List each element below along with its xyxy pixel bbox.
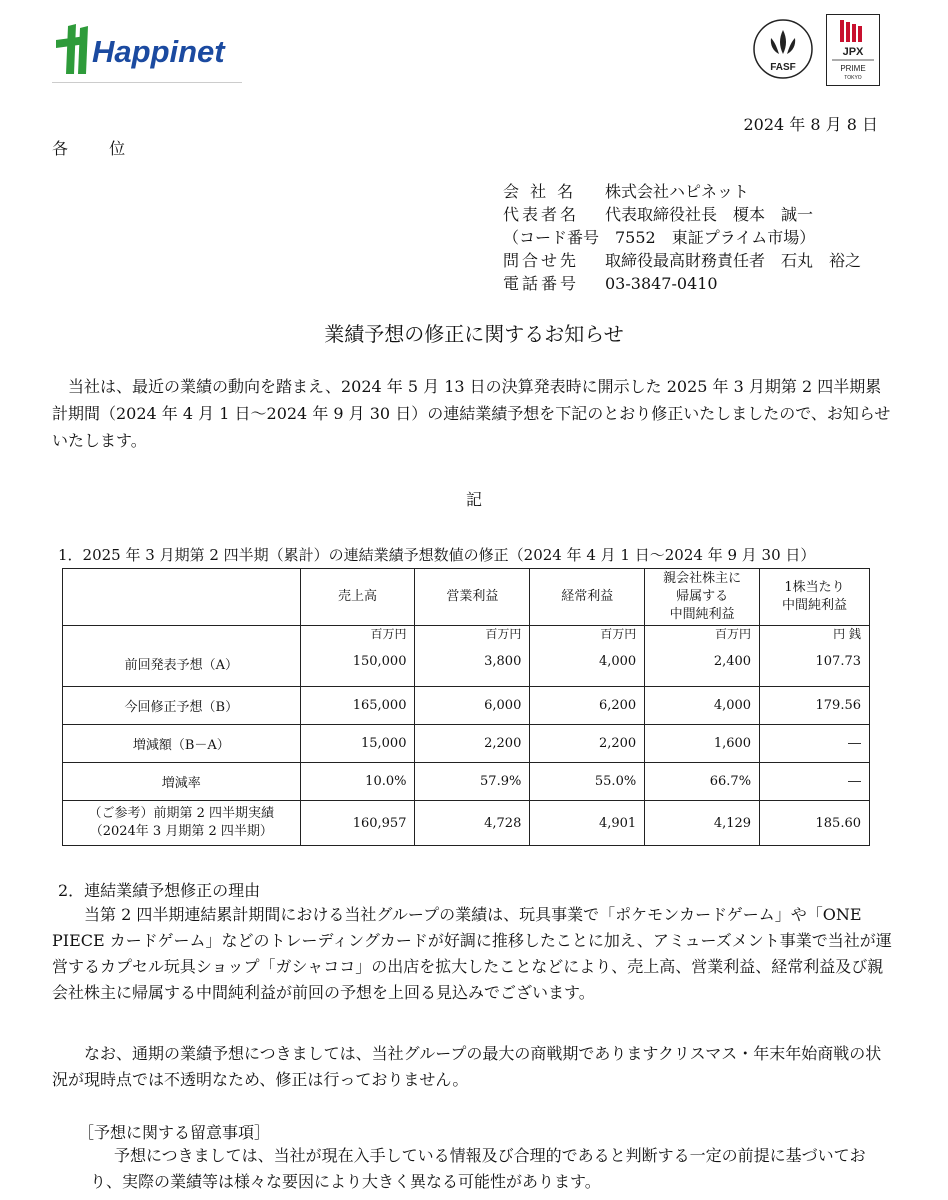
table-header: 営業利益 xyxy=(415,569,530,626)
table-cell: 66.7% xyxy=(645,763,760,801)
company-row xyxy=(503,272,861,295)
fasf-mark xyxy=(752,18,814,80)
table-cell: 円 銭 107.73 xyxy=(760,626,870,687)
row-label: 前回発表予想（A） xyxy=(63,626,301,687)
table-cell: 4,000 xyxy=(645,687,760,725)
document-title: 業績予想の修正に関するお知らせ xyxy=(324,322,624,346)
reason-paragraph-1: 当第 2 四半期連結累計期間における当社グループの業績は、玩具事業で「ポケモンカードゲーム」や「ONE PIECE カードゲーム」などのトレーディングカードが好調に推移したことに加え、アミューズメント事業で当社が運営するカプセル玩具ショップ「ガシャココ」の出店を拡大したことなどにより、売上高、営業利益、経常利益及び親会社株主に帰属する中間純利益が前回の予想を上回る見込みでございます。 xyxy=(52,905,892,1002)
company-value: 代表取締役社長 榎本 誠一 xyxy=(605,205,814,224)
company-key: 問合せ先 xyxy=(503,251,580,270)
table-header: 親会社株主に 帰属する 中間純利益 xyxy=(645,569,760,626)
fasf-label: FASF xyxy=(770,62,796,73)
table-cell: 百万円 2,400 xyxy=(645,626,760,687)
table-header: 売上高 xyxy=(300,569,415,626)
company-value: 取締役最高財務責任者 石丸 裕之 xyxy=(605,251,862,270)
logo-divider xyxy=(52,82,242,83)
table-cell: 百万円 150,000 xyxy=(300,626,415,687)
table-row xyxy=(63,725,870,763)
reason-paragraph-2: なお、通期の業績予想につきましては、当社グループの最大の商戦期でありますクリスマス・年末年始商戦の状況が現時点では不透明なため、修正は行っておりません。 xyxy=(52,1044,882,1089)
table-cell: 1,600 xyxy=(645,725,760,763)
company-row xyxy=(503,226,861,249)
addressee: 各 位 xyxy=(52,139,144,158)
table-cell: 55.0% xyxy=(530,763,645,801)
company-key: 代表者名 xyxy=(503,205,580,224)
table-cell: 百万円 4,000 xyxy=(530,626,645,687)
row-label: 増減額（B－A） xyxy=(63,725,301,763)
table-cell: 160,957 xyxy=(300,801,415,846)
table-cell: 15,000 xyxy=(300,725,415,763)
table-header: 経常利益 xyxy=(530,569,645,626)
table-cell: 57.9% xyxy=(415,763,530,801)
table-row xyxy=(63,626,870,687)
section1-title: 1．2025 年 3 月期第 2 四半期（累計）の連結業績予想数値の修正（2024 年 4 月 1 日～2024 年 9 月 30 日） xyxy=(58,546,816,564)
section3-title: ［予想に関する留意事項］ xyxy=(78,1123,271,1142)
table-row xyxy=(63,801,870,846)
table-corner xyxy=(63,569,301,626)
table-cell: 2,200 xyxy=(530,725,645,763)
table-cell: 4,129 xyxy=(645,801,760,846)
row-label: （ご参考）前期第 2 四半期実績 （2024年 3 月期第 2 四半期） xyxy=(63,801,301,846)
table-cell: 2,200 xyxy=(415,725,530,763)
jpx-prime-label: PRIME xyxy=(840,64,866,73)
company-row xyxy=(503,249,861,272)
forecast-table xyxy=(62,568,870,846)
company-key: 電話番号 xyxy=(503,274,580,293)
table-cell: 185.60 xyxy=(760,801,870,846)
company-value: 03-3847-0410 xyxy=(605,274,718,293)
company-info xyxy=(503,180,861,295)
table-cell: 179.56 xyxy=(760,687,870,725)
note-paragraph: 予想につきましては、当社が現在入手している情報及び合理的であると判断する一定の前提に基づいており、実際の業績等は様々な要因により大きく異なる可能性があります。 xyxy=(90,1146,866,1191)
happinet-logo xyxy=(52,18,242,80)
section2-title: 2．連結業績予想修正の理由 xyxy=(58,881,261,900)
table-cell: 百万円 3,800 xyxy=(415,626,530,687)
table-cell: 4,901 xyxy=(530,801,645,846)
row-label: 今回修正予想（B） xyxy=(63,687,301,725)
company-value: 株式会社ハピネット xyxy=(605,182,750,201)
document-date: 2024 年 8 月 8 日 xyxy=(743,115,878,134)
ki-marker: 記 xyxy=(465,490,482,509)
table-row xyxy=(63,763,870,801)
table-cell: ― xyxy=(760,763,870,801)
company-row xyxy=(503,180,861,203)
company-key: 会 社 名 xyxy=(503,182,577,201)
table-cell: 6,000 xyxy=(415,687,530,725)
logo-wordmark: Happinet xyxy=(92,34,225,69)
intro-paragraph: 当社は、最近の業績の動向を踏まえ、2024 年 5 月 13 日の決算発表時に開示した 2025 年 3 月期第 2 四半期累計期間（2024 年 4 月 1 日～2024 年 9 月 30 日）の連結業績予想を下記のとおり修正いたしましたので、お知らせいたします。 xyxy=(52,377,891,450)
jpx-label: JPX xyxy=(842,46,864,58)
table-header: 1株当たり 中間純利益 xyxy=(760,569,870,626)
jpx-tokyo-label: TOKYO xyxy=(844,75,862,81)
table-cell: 6,200 xyxy=(530,687,645,725)
table-cell: 10.0% xyxy=(300,763,415,801)
table-cell: ― xyxy=(760,725,870,763)
jpx-prime-mark xyxy=(826,14,880,86)
table-cell: 165,000 xyxy=(300,687,415,725)
company-row xyxy=(503,203,861,226)
row-label: 増減率 xyxy=(63,763,301,801)
table-header-row xyxy=(63,569,870,626)
table-row xyxy=(63,687,870,725)
table-cell: 4,728 xyxy=(415,801,530,846)
company-value: （コード番号 7552 東証プライム市場） xyxy=(503,228,816,247)
